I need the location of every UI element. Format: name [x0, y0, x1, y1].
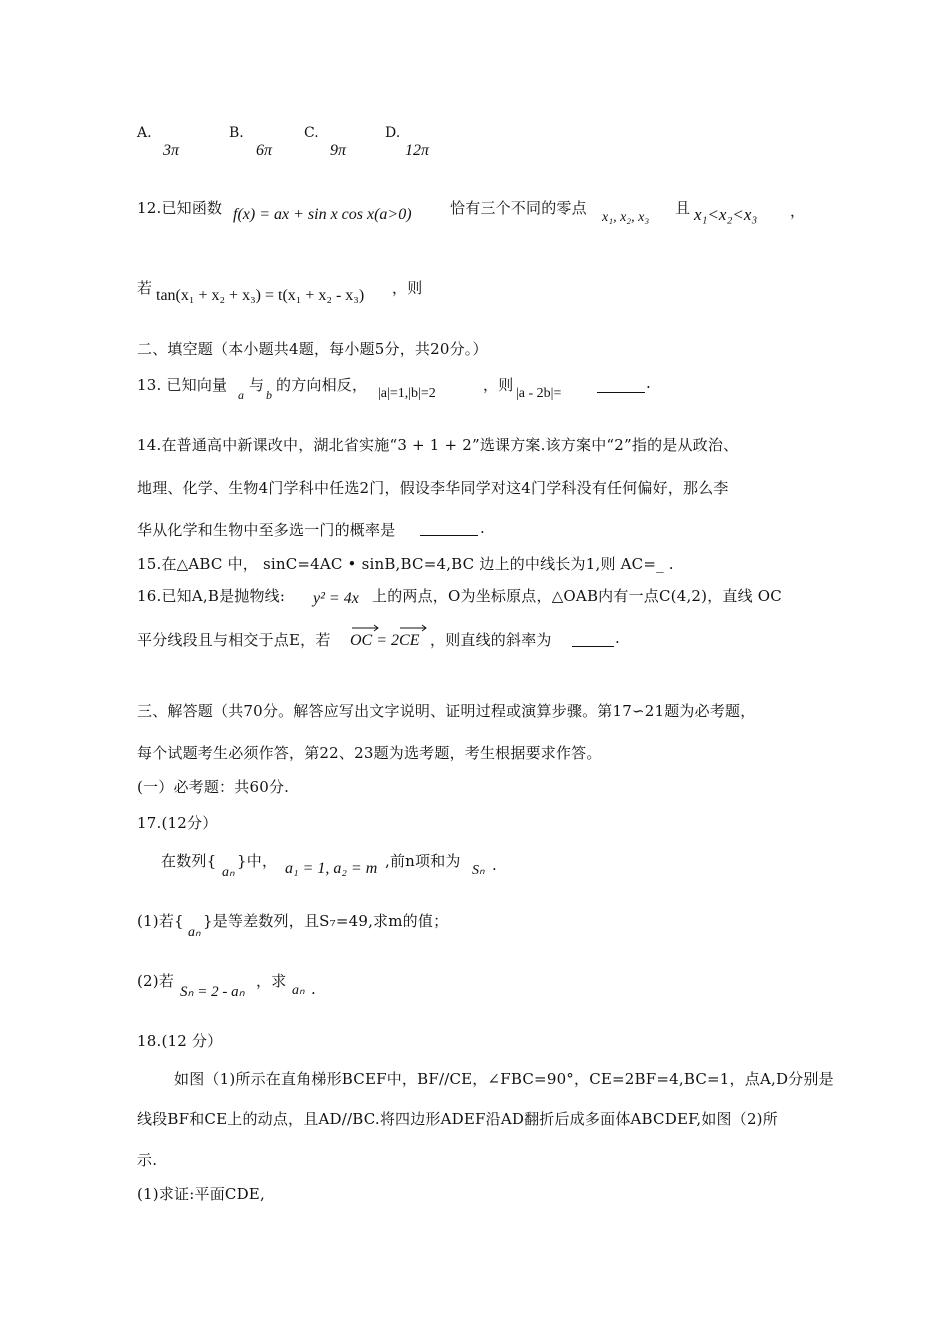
q12-zeros: x₁, x₂, x₃	[602, 210, 650, 225]
q17-part1-text: }是等差数列，且S₇=49,求m的值；	[203, 912, 449, 930]
q18-part1: (1)求证:平面CDE,	[137, 1185, 265, 1203]
q14-answer-blank	[420, 534, 478, 536]
q13-expression: |a - 2b|=	[516, 386, 562, 401]
q12-line2-suffix: ，则	[392, 279, 423, 297]
q18-line2: 线段BF和CE上的动点，且AD//BC.将四边形ADEF沿AD翻折后成多面体ABCDEF,如图（2)所	[137, 1110, 778, 1128]
q17-header: 17.(12分）	[137, 814, 218, 832]
q18-line1: 如图（1)所示在直角梯形BCEF中，BF//CE，∠FBC=90°，CE=2BF=4,BC=1，点A,D分别是	[174, 1070, 834, 1088]
q17-intro-prefix: 在数列{	[161, 852, 217, 870]
q13-vector-b: b	[266, 388, 272, 402]
q12-text1: 恰有三个不同的零点	[450, 199, 587, 217]
q17-part2-mid: ，求	[256, 972, 287, 990]
option-c-value: 9π	[330, 142, 347, 159]
q17-part1-prefix: (1)若{	[137, 912, 184, 930]
q16-parabola: y² = 4x	[313, 590, 359, 607]
q13-text: 的方向相反，	[276, 376, 368, 394]
q13-answer-blank	[597, 391, 645, 393]
section-2-heading: 二、填空题（本小题共4题，每小题5分，共20分。）	[137, 340, 488, 358]
option-a-label: A.	[137, 125, 152, 141]
q12-condition: tan(x₁ + x₂ + x₃) = t(x₁ + x₂ - x₃)	[156, 287, 365, 304]
q17-intro-text: ,前n项和为	[385, 852, 461, 870]
q12-comma: ，	[790, 202, 806, 220]
q17-part2-expression: Sₙ = 2 - aₙ	[180, 984, 245, 1000]
option-d-label: D.	[385, 125, 401, 141]
option-b-label: B.	[229, 125, 244, 141]
q12-text2: 且	[675, 199, 691, 217]
q16-vector-arrows	[350, 624, 430, 632]
q17-part1-an: aₙ	[188, 925, 201, 940]
q14-line1: 14.在普通高中新课改中，湖北省实施“3 + 1 + 2”选课方案.该方案中“2”指的是从政治、	[137, 436, 739, 454]
q16-text1: 上的两点，O为坐标原点，△OAB内有一点C(4,2)，直线 OC	[372, 587, 782, 605]
q17-part2-end: .	[311, 980, 316, 998]
q17-intro-mid: }中，	[237, 852, 278, 870]
option-b-value: 6π	[256, 142, 273, 159]
option-a-value: 3π	[163, 142, 180, 159]
required-heading: (一）必考题：共60分.	[137, 778, 290, 796]
q13-then: ，则	[483, 376, 514, 394]
q16-prefix: 16.已知A,B是抛物线:	[137, 587, 286, 605]
q17-part2-prefix: (2)若	[137, 972, 175, 990]
q13-norms: |a|=1,|b|=2	[378, 386, 436, 401]
question-15: 15.在△ABC 中， sinC=4AC • sinB,BC=4,BC 边上的中线长为1,则 AC=_ .	[137, 555, 674, 573]
q14-line3: 华从化学和生物中至多选一门的概率是	[137, 521, 396, 539]
q16-line2-prefix: 平分线段且与相交于点E，若	[137, 631, 331, 649]
q13-vector-a: a	[238, 388, 244, 402]
q14-line2: 地理、化学、生物4门学科中任选2门，假设李华同学对这4门学科没有任何偏好，那么李	[137, 479, 729, 497]
q16-vector-equation: OC = 2CE	[350, 632, 420, 649]
q17-part2-an: aₙ	[292, 983, 305, 998]
q18-line3: 示.	[137, 1151, 158, 1169]
section-3-line1: 三、解答题（共70分。解答应写出文字说明、证明过程或演算步骤。第17∽21题为必考题，	[137, 702, 756, 720]
option-d-value: 12π	[405, 142, 430, 159]
q12-prefix: 12.已知函数	[137, 199, 223, 217]
q12-order: x₁<x₂<x₃	[694, 205, 758, 224]
q13-mid: 与	[249, 376, 265, 394]
q14-end: .	[480, 519, 485, 537]
q17-an: aₙ	[222, 865, 235, 880]
q16-line2-suffix: ，则直线的斜率为	[430, 631, 552, 649]
q18-header: 18.(12 分）	[137, 1032, 223, 1050]
q17-intro-end: .	[492, 856, 497, 874]
q17-sn: Sₙ	[472, 863, 485, 878]
q12-function: f(x) = ax + sin x cos x(a>0)	[233, 206, 412, 223]
section-3-line2: 每个试题考生必须作答，第22、23题为选考题，考生根据要求作答。	[137, 744, 602, 762]
q16-answer-blank	[572, 645, 614, 647]
q13-end: .	[646, 374, 651, 392]
q12-line2-prefix: 若	[137, 279, 153, 297]
q16-end: .	[615, 629, 620, 647]
q17-initial-terms: a₁ = 1, a₂ = m	[285, 860, 378, 877]
q13-prefix: 13. 已知向量	[137, 376, 228, 394]
option-c-label: C.	[304, 125, 319, 141]
